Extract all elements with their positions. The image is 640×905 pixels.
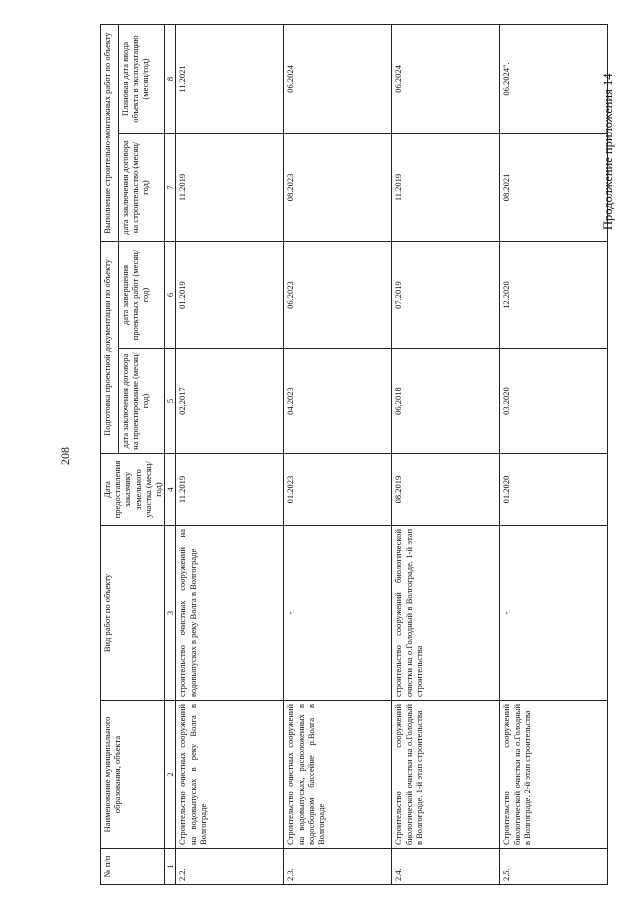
object-name: Строительство очистных сооружений на водовыпусках в реку Волга в Волгограде <box>176 701 284 849</box>
row-number: 2.5. <box>500 849 608 885</box>
object-name: Строительство очистных сооружений на водовыпусках, расположенных в водосборном бассейне р.Волга в Волгограде <box>284 701 392 849</box>
row-number: 2.2. <box>176 849 284 885</box>
column-number: 6 <box>165 241 176 348</box>
table-row <box>284 24 392 884</box>
design-contract-date: 06.2018 <box>392 349 500 454</box>
header-design-end: дата завершения проектных работ (месяц/год) <box>119 241 165 348</box>
land-date: 01.2020 <box>500 454 608 526</box>
header-commission: Плановая дата ввода объекта в эксплуатацию (месяц/год) <box>119 24 165 133</box>
land-date: 01.2023 <box>284 454 392 526</box>
design-end-date: 12.2020 <box>500 241 608 348</box>
column-number: 5 <box>165 349 176 454</box>
commission-date: 06.2024 <box>284 24 392 133</box>
header-object-name: Наименование муниципального образования, объекта <box>101 701 165 849</box>
design-contract-date: 02.2017 <box>176 349 284 454</box>
table-row <box>176 24 284 884</box>
design-end-date: 01.2019 <box>176 241 284 348</box>
object-name: Строительство сооружений биологической очистки на о.Голодный в Волгограде. 2-й этап строительства <box>500 701 608 849</box>
land-date: 08.2019 <box>392 454 500 526</box>
build-contract-date: 11.2019 <box>176 133 284 241</box>
header-build-contract: дата заключения договора на строительство (месяц/год) <box>119 133 165 241</box>
table-row <box>500 24 608 884</box>
object-name: Строительство сооружений биологической очистки на о.Голодный в Волгограде. 1-й этап строительства <box>392 701 500 849</box>
page-number: 208 <box>58 447 72 465</box>
build-contract-date: 08.2023 <box>284 133 392 241</box>
design-end-date: 06.2023 <box>284 241 392 348</box>
header-row-1 <box>101 24 119 884</box>
land-date: 11.2019 <box>176 454 284 526</box>
work-type: - <box>284 526 392 701</box>
header-land-date: Дата предоставления заказчику земельного участка (месяц/год) <box>101 454 165 526</box>
commission-date: 06.2024 <box>392 24 500 133</box>
column-number: 8 <box>165 24 176 133</box>
design-end-date: 07.2019 <box>392 241 500 348</box>
build-contract-date: 11.2019 <box>392 133 500 241</box>
work-type: строительство сооружений биологической очистки на о.Голодный в Волгограде. 1-й этап строительства <box>392 526 500 701</box>
header-construction-group: Выполнение строительно-монтажных работ по объекту <box>101 24 119 241</box>
construction-schedule-table <box>100 24 608 885</box>
header-work-type: Вид работ по объекту <box>101 526 165 701</box>
column-number: 3 <box>165 526 176 701</box>
row-number: 2.3. <box>284 849 392 885</box>
row-number: 2.4. <box>392 849 500 885</box>
column-number: 7 <box>165 133 176 241</box>
column-number: 2 <box>165 701 176 849</box>
column-number: 4 <box>165 454 176 526</box>
header-design-group: Подготовка проектной документации по объекту <box>101 241 119 453</box>
commission-date: 06.2024". <box>500 24 608 133</box>
work-type: - <box>500 526 608 701</box>
appendix-table-frame <box>100 25 595 885</box>
design-contract-date: 03.2020 <box>500 349 608 454</box>
column-number-row <box>165 24 176 884</box>
header-number: № п/п <box>101 849 165 885</box>
column-number: 1 <box>165 849 176 885</box>
work-type: строительство очистных сооружений на водовыпусках в реку Волга в Волгограде <box>176 526 284 701</box>
continuation-caption: Продолжение приложения 14 <box>601 73 615 230</box>
design-contract-date: 04.2023 <box>284 349 392 454</box>
table-row <box>392 24 500 884</box>
commission-date: 11.2021 <box>176 24 284 133</box>
build-contract-date: 08.2021 <box>500 133 608 241</box>
header-design-contract: дата заключения договора на проектирование (месяц/год) <box>119 349 165 454</box>
